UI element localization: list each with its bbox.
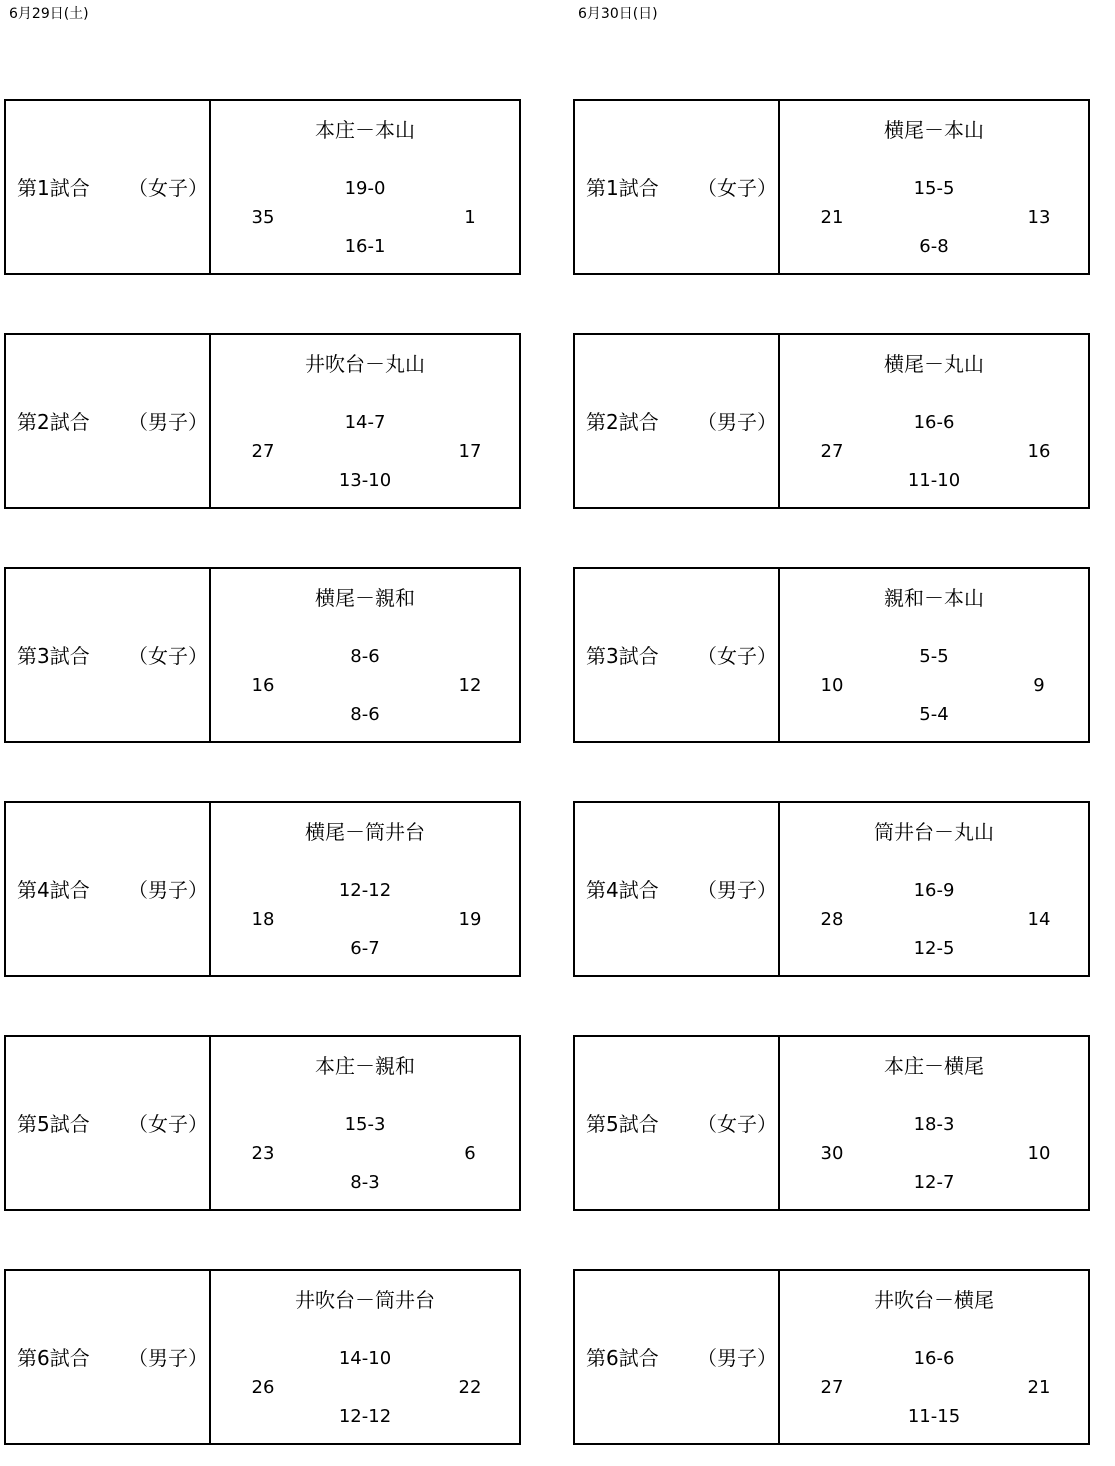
total-left: 23 bbox=[251, 1143, 275, 1164]
game-number: 第5試合 bbox=[17, 1112, 90, 1136]
game-label-cell bbox=[575, 569, 780, 741]
teams: 本庄－親和 bbox=[315, 1054, 415, 1078]
total-left: 10 bbox=[820, 675, 844, 696]
day2-date: 6月30日(日) bbox=[578, 6, 658, 22]
day1-match-2 bbox=[4, 333, 521, 509]
day1-match-5 bbox=[4, 1035, 521, 1211]
game-label-cell bbox=[6, 1037, 211, 1209]
total-right: 17 bbox=[458, 441, 482, 462]
first-half-score: 14-10 bbox=[338, 1348, 392, 1369]
teams: 本庄－本山 bbox=[315, 118, 415, 142]
result-cell bbox=[211, 335, 519, 507]
game-category: （女子） bbox=[128, 1112, 208, 1136]
total-right: 10 bbox=[1027, 1143, 1051, 1164]
game-category: （女子） bbox=[128, 644, 208, 668]
result-cell bbox=[780, 1271, 1088, 1443]
game-number: 第6試合 bbox=[17, 1346, 90, 1370]
game-label-cell bbox=[6, 335, 211, 507]
total-left: 27 bbox=[820, 1377, 844, 1398]
teams: 横尾－本山 bbox=[884, 118, 984, 142]
teams: 筒井台－丸山 bbox=[874, 820, 994, 844]
game-number: 第2試合 bbox=[586, 410, 659, 434]
total-right: 16 bbox=[1027, 441, 1051, 462]
second-half-score: 11-10 bbox=[907, 470, 961, 491]
teams: 横尾－丸山 bbox=[884, 352, 984, 376]
second-half-score: 12-5 bbox=[913, 938, 955, 959]
game-number: 第3試合 bbox=[17, 644, 90, 668]
teams: 横尾－筒井台 bbox=[305, 820, 425, 844]
day2-match-2 bbox=[573, 333, 1090, 509]
total-right: 6 bbox=[464, 1143, 476, 1164]
second-half-score: 6-7 bbox=[350, 938, 380, 959]
total-left: 27 bbox=[251, 441, 275, 462]
result-cell bbox=[780, 1037, 1088, 1209]
first-half-score: 15-3 bbox=[344, 1114, 386, 1135]
result-cell bbox=[211, 1037, 519, 1209]
second-half-score: 12-7 bbox=[913, 1172, 955, 1193]
total-right: 19 bbox=[458, 909, 482, 930]
first-half-score: 8-6 bbox=[350, 646, 380, 667]
total-left: 16 bbox=[251, 675, 275, 696]
game-category: （男子） bbox=[697, 410, 777, 434]
day1-date: 6月29日(土) bbox=[9, 6, 89, 22]
day1-match-4 bbox=[4, 801, 521, 977]
game-category: （男子） bbox=[128, 878, 208, 902]
day2-match-5 bbox=[573, 1035, 1090, 1211]
result-cell bbox=[211, 803, 519, 975]
first-half-score: 12-12 bbox=[338, 880, 392, 901]
day1-match-6 bbox=[4, 1269, 521, 1445]
first-half-score: 16-9 bbox=[913, 880, 955, 901]
game-label-cell bbox=[6, 569, 211, 741]
total-left: 21 bbox=[820, 207, 844, 228]
game-category: （男子） bbox=[697, 1346, 777, 1370]
second-half-score: 16-1 bbox=[344, 236, 386, 257]
game-label-cell bbox=[6, 803, 211, 975]
first-half-score: 18-3 bbox=[913, 1114, 955, 1135]
game-category: （男子） bbox=[128, 1346, 208, 1370]
first-half-score: 19-0 bbox=[344, 178, 386, 199]
second-half-score: 12-12 bbox=[338, 1406, 392, 1427]
game-category: （男子） bbox=[697, 878, 777, 902]
teams: 井吹台－横尾 bbox=[874, 1288, 994, 1312]
total-right: 12 bbox=[458, 675, 482, 696]
game-number: 第5試合 bbox=[586, 1112, 659, 1136]
game-label-cell bbox=[575, 803, 780, 975]
total-left: 35 bbox=[251, 207, 275, 228]
day2-match-6 bbox=[573, 1269, 1090, 1445]
second-half-score: 13-10 bbox=[338, 470, 392, 491]
total-left: 30 bbox=[820, 1143, 844, 1164]
teams: 本庄－横尾 bbox=[884, 1054, 984, 1078]
game-number: 第2試合 bbox=[17, 410, 90, 434]
total-right: 9 bbox=[1033, 675, 1045, 696]
result-cell bbox=[211, 101, 519, 273]
second-half-score: 8-6 bbox=[350, 704, 380, 725]
second-half-score: 6-8 bbox=[919, 236, 949, 257]
second-half-score: 5-4 bbox=[919, 704, 949, 725]
first-half-score: 16-6 bbox=[913, 1348, 955, 1369]
teams: 井吹台－丸山 bbox=[305, 352, 425, 376]
result-cell bbox=[780, 335, 1088, 507]
teams: 横尾－親和 bbox=[315, 586, 415, 610]
teams: 親和－本山 bbox=[884, 586, 984, 610]
day1-match-3 bbox=[4, 567, 521, 743]
total-left: 27 bbox=[820, 441, 844, 462]
game-category: （女子） bbox=[697, 644, 777, 668]
game-label-cell bbox=[6, 101, 211, 273]
result-cell bbox=[211, 1271, 519, 1443]
day2-match-1 bbox=[573, 99, 1090, 275]
result-cell bbox=[780, 101, 1088, 273]
second-half-score: 11-15 bbox=[907, 1406, 961, 1427]
game-category: （女子） bbox=[697, 1112, 777, 1136]
game-number: 第4試合 bbox=[586, 878, 659, 902]
total-right: 21 bbox=[1027, 1377, 1051, 1398]
game-category: （男子） bbox=[128, 410, 208, 434]
day2-match-3 bbox=[573, 567, 1090, 743]
game-category: （女子） bbox=[128, 176, 208, 200]
day1-match-1 bbox=[4, 99, 521, 275]
first-half-score: 5-5 bbox=[919, 646, 949, 667]
game-number: 第4試合 bbox=[17, 878, 90, 902]
game-label-cell bbox=[6, 1271, 211, 1443]
teams: 井吹台－筒井台 bbox=[295, 1288, 435, 1312]
total-right: 1 bbox=[464, 207, 476, 228]
total-right: 22 bbox=[458, 1377, 482, 1398]
second-half-score: 8-3 bbox=[350, 1172, 380, 1193]
game-number: 第3試合 bbox=[586, 644, 659, 668]
total-left: 28 bbox=[820, 909, 844, 930]
total-right: 14 bbox=[1027, 909, 1051, 930]
first-half-score: 15-5 bbox=[913, 178, 955, 199]
game-label-cell bbox=[575, 335, 780, 507]
total-left: 18 bbox=[251, 909, 275, 930]
result-cell bbox=[780, 803, 1088, 975]
game-label-cell bbox=[575, 1037, 780, 1209]
game-number: 第1試合 bbox=[586, 176, 659, 200]
game-number: 第6試合 bbox=[586, 1346, 659, 1370]
day2-match-4 bbox=[573, 801, 1090, 977]
result-cell bbox=[211, 569, 519, 741]
total-left: 26 bbox=[251, 1377, 275, 1398]
game-category: （女子） bbox=[697, 176, 777, 200]
first-half-score: 14-7 bbox=[344, 412, 386, 433]
first-half-score: 16-6 bbox=[913, 412, 955, 433]
game-label-cell bbox=[575, 1271, 780, 1443]
game-number: 第1試合 bbox=[17, 176, 90, 200]
total-right: 13 bbox=[1027, 207, 1051, 228]
result-cell bbox=[780, 569, 1088, 741]
game-label-cell bbox=[575, 101, 780, 273]
